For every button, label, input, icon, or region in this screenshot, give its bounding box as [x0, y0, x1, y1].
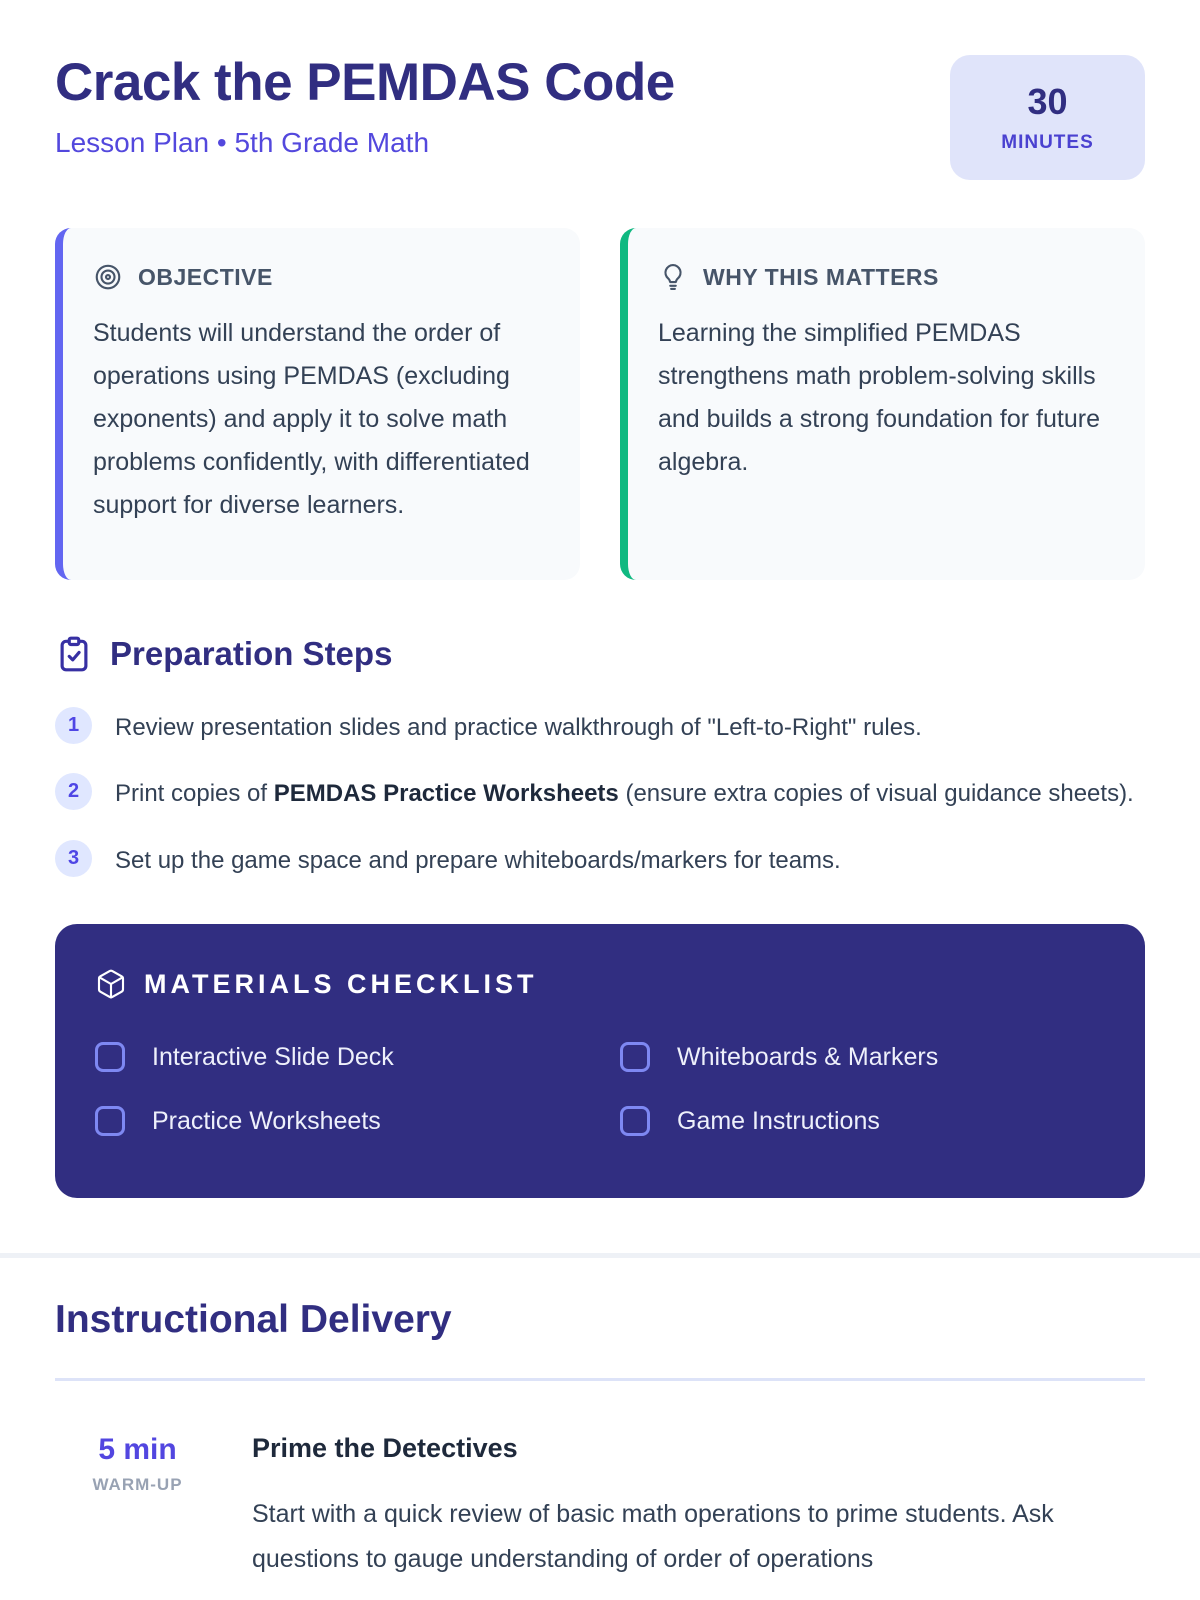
- step-text-bold: PEMDAS Practice Worksheets: [273, 780, 619, 808]
- checkbox[interactable]: [95, 1106, 125, 1136]
- preparation-heading: [55, 635, 1145, 673]
- why-card-text: Learning the simplified PEMDAS strengthens math problem-solving skills and builds a strong foundation for future algebra.: [658, 319, 1100, 476]
- material-item-game-instructions: [620, 1106, 1105, 1136]
- material-item-worksheets: [95, 1106, 580, 1136]
- step-row-3: [55, 840, 1145, 880]
- delivery-entry-warmup: [55, 1433, 1145, 1582]
- material-item-whiteboards: [620, 1042, 1105, 1072]
- entry-time-column: [55, 1433, 220, 1495]
- objective-card-text: Students will understand the order of operations using PEMDAS (excluding exponents) and apply it to solve math problems confidently, with differentiated support for diverse learners.: [93, 319, 530, 519]
- material-label: Game Instructions: [677, 1106, 880, 1135]
- objective-card-header: [93, 262, 550, 292]
- header-text: [55, 55, 675, 159]
- preparation-heading-text: Preparation Steps: [110, 635, 393, 672]
- instructional-delivery-section: [55, 1298, 1145, 1582]
- header: [55, 55, 1145, 180]
- materials-header: [95, 968, 1105, 1000]
- step-text: [115, 840, 841, 880]
- materials-grid: [95, 1042, 1105, 1136]
- preparation-steps-list: [55, 707, 1145, 880]
- step-text-pre: Print copies of: [115, 780, 274, 808]
- step-text-pre: Review presentation slides and practice walkthrough of "Left-to-Right" rules.: [115, 714, 922, 741]
- checkbox[interactable]: [95, 1042, 125, 1072]
- why-this-matters-card: [620, 228, 1145, 580]
- material-label: Whiteboards & Markers: [677, 1042, 939, 1071]
- page-title: Crack the PEMDAS Code: [55, 53, 675, 112]
- section-divider: [0, 1253, 1200, 1258]
- objective-card-title: OBJECTIVE: [138, 263, 273, 290]
- duration-value: 30: [1027, 81, 1068, 122]
- entry-content: [252, 1433, 1145, 1582]
- entry-duration: 5 min: [98, 1433, 177, 1467]
- duration-badge: [950, 55, 1145, 180]
- material-label: Interactive Slide Deck: [152, 1042, 394, 1071]
- page-subtitle: Lesson Plan • 5th Grade Math: [55, 126, 430, 158]
- target-icon: [93, 262, 123, 292]
- instructional-delivery-heading: Instructional Delivery: [55, 1298, 452, 1342]
- package-icon: [95, 968, 127, 1000]
- entry-title: Prime the Detectives: [252, 1433, 518, 1464]
- step-number-badge: 1: [55, 707, 92, 744]
- step-text: [115, 773, 1134, 813]
- materials-title: MATERIALS CHECKLIST: [144, 968, 538, 999]
- step-text-pre: Set up the game space and prepare whiteboards/markers for teams.: [115, 846, 841, 874]
- preparation-section: [55, 635, 1145, 880]
- step-text: [115, 707, 922, 747]
- material-label: Practice Worksheets: [152, 1106, 381, 1135]
- step-number-badge: 2: [55, 773, 92, 810]
- step-text-post: (ensure extra copies of visual guidance sheets).: [618, 780, 1134, 808]
- info-cards-row: [55, 228, 1145, 580]
- checkbox[interactable]: [620, 1106, 650, 1136]
- checkbox[interactable]: [620, 1042, 650, 1072]
- step-row-1: [55, 707, 1145, 747]
- step-number-badge: 3: [55, 840, 92, 877]
- why-card-header: [658, 262, 1115, 292]
- duration-unit: MINUTES: [1001, 132, 1094, 153]
- material-item-slide-deck: [95, 1042, 580, 1072]
- lightbulb-icon: [658, 262, 688, 292]
- entry-text: Start with a quick review of basic math operations to prime students. Ask questions to gauge understanding of order of operations: [252, 1500, 1054, 1574]
- why-card-title: WHY THIS MATTERS: [703, 263, 939, 290]
- clipboard-check-icon: [55, 635, 93, 673]
- materials-checklist-card: [55, 924, 1145, 1198]
- entry-phase-label: WARM-UP: [92, 1475, 183, 1495]
- step-row-2: [55, 773, 1145, 813]
- heading-rule: [55, 1378, 1145, 1381]
- objective-card: [55, 228, 580, 580]
